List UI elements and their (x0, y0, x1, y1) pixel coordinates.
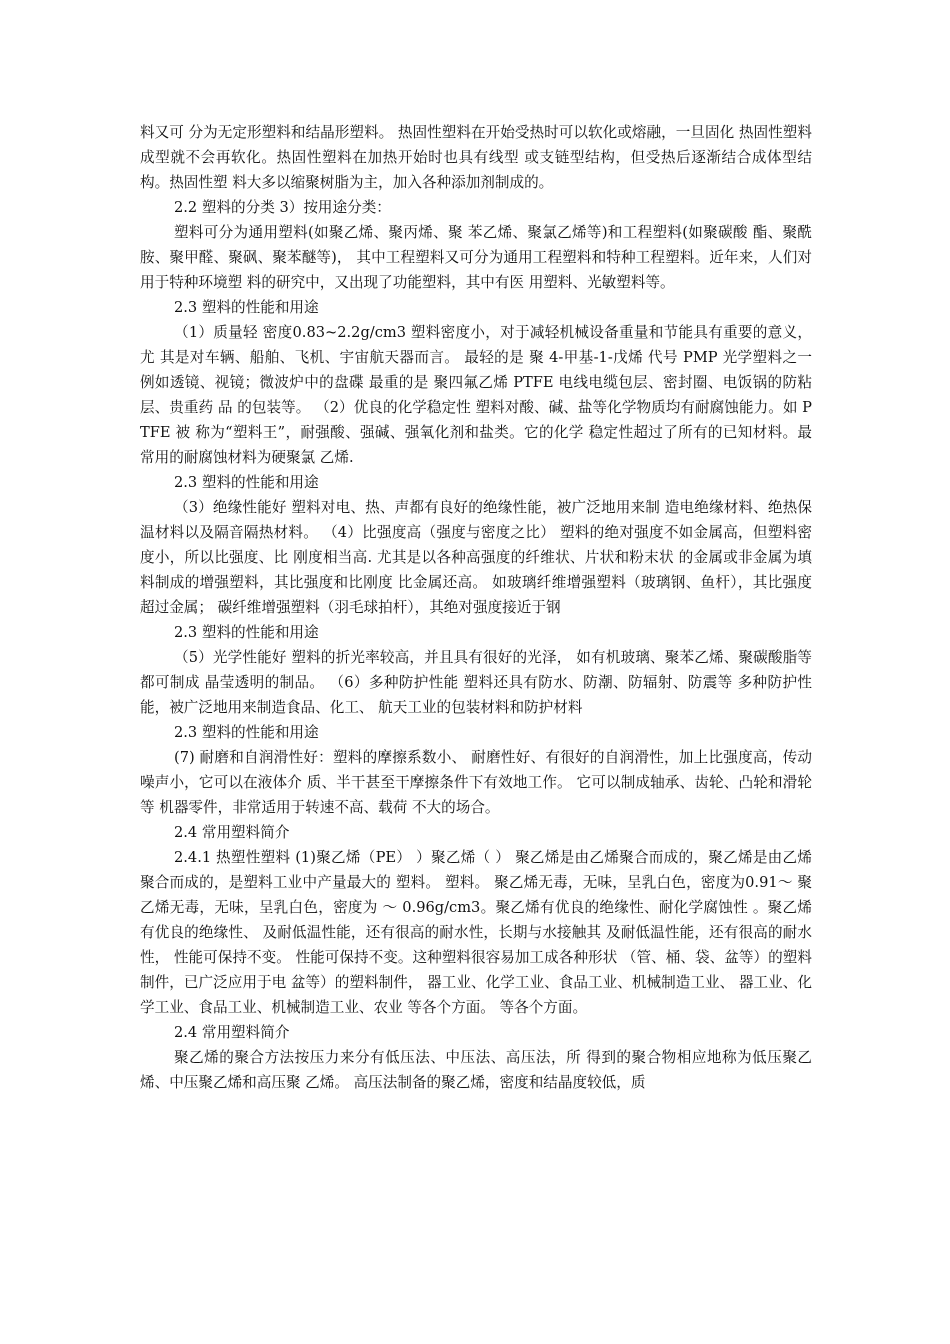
paragraph-wear-lubrication: (7) 耐磨和自润滑性好：塑料的摩擦系数小、 耐磨性好、有很好的自润滑性，加上比强度高，传动噪声小，它可以在液体介 质、半干甚至干摩擦条件下有效地工作。 它可以制成轴承、齿轮、凸轮和滑轮等 机器零件，非常适用于转速不高、载荷 不大的场合。 (140, 749, 812, 816)
paragraph-optical-protection: （5）光学性能好 塑料的折光率较高，并且具有很好的光泽， 如有机玻璃、聚苯乙烯、聚碳酸脂等都可制成 晶莹透明的制品。 （6）多种防护性能 塑料还具有防水、防潮、防辐射、防震等 多种防护性能，被广泛地用来制造食品、化工、 航天工业的包装材料和防护材料 (140, 649, 812, 716)
section-heading-common-plastics-2: 2.4 常用塑料简介 (174, 1024, 290, 1041)
section-heading-properties-1: 2.3 塑料的性能和用途 (174, 299, 319, 316)
section-heading-classification: 2.2 塑料的分类 3）按用途分类： (174, 199, 391, 216)
document-body (140, 120, 812, 1095)
section-heading-properties-2: 2.3 塑料的性能和用途 (174, 474, 319, 491)
paragraph-classification-use: 塑料可分为通用塑料(如聚乙烯、聚丙烯、聚 苯乙烯、聚氯乙烯等)和工程塑料(如聚碳酸 酯、聚酰胺、聚甲醛、聚砜、聚苯醚等)， 其中工程塑料又可分为通用工程塑料和特种工程塑料。近年来，人们对用于特种环境塑 料的研究中，又出现了功能塑料，其中有医 用塑料、光敏塑料等。 (140, 224, 812, 291)
paragraph-lightweight-chemical: （1）质量轻 密度0.83~2.2g/cm3 塑料密度小，对于减轻机械设备重量和节能具有重要的意义，尤 其是对车辆、船舶、飞机、宇宙航天器而言。 最轻的是 聚 4-甲基-1-戊烯 代号 PMP 光学塑料之一 例如透镜、视镜；微波炉中的盘碟 最重的是 聚四氟乙烯 PTFE 电线电缆包层、密封圈、电饭锅的防粘层、贵重药 品 的包装等。 （2）优良的化学稳定性 塑料对酸、碱、盐等化学物质均有耐腐蚀能力。如 PTFE 被 称为“塑料王”，耐强酸、强碱、强氧化剂和盐类。它的化学 稳定性超过了所有的已知材料。最常用的耐腐蚀材料为硬聚氯 乙烯. (140, 324, 812, 466)
paragraph-insulation-strength: （3）绝缘性能好 塑料对电、热、声都有良好的绝缘性能，被广泛地用来制 造电绝缘材料、绝热保温材料以及隔音隔热材料。 （4）比强度高（强度与密度之比） 塑料的绝对强度不如金属高，但塑料密度小，所以比强度、比 刚度相当高. 尤其是以各种高强度的纤维状、片状和粉末状 的金属或非金属为填料制成的增强塑料，其比强度和比刚度 比金属还高。 如玻璃纤维增强塑料（玻璃钢、鱼杆），其比强度超过金属； 碳纤维增强塑料（羽毛球拍杆），其绝对强度接近于钢 (140, 499, 812, 616)
section-heading-common-plastics-1: 2.4 常用塑料简介 (174, 824, 290, 841)
paragraph-polymerization-methods: 聚乙烯的聚合方法按压力来分有低压法、中压法、高压法，所 得到的聚合物相应地称为低压聚乙烯、中压聚乙烯和高压聚 乙烯。 高压法制备的聚乙烯，密度和结晶度较低，质 (140, 1049, 812, 1091)
paragraph-polyethylene: 2.4.1 热塑性塑料 (1)聚乙烯（PE） ）聚乙烯（ ） 聚乙烯是由乙烯聚合而成的，聚乙烯是由乙烯聚合而成的，是塑料工业中产量最大的 塑料。 塑料。 聚乙烯无毒，无味，呈乳白色，密度为0.91～ 聚乙烯无毒，无味，呈乳白色，密度为 ～ 0.96g/cm3。聚乙烯有优良的绝缘性、耐化学腐蚀性 。聚乙烯有优良的绝缘性、 及耐低温性能，还有很高的耐水性，长期与水接触其 及耐低温性能，还有很高的耐水性， 性能可保持不变。 性能可保持不变。这种塑料很容易加工成各种形状 （管、桶、袋、盆等）的塑料制件，已广泛应用于电 盆等）的塑料制件， 器工业、化学工业、食品工业、机械制造工业、 器工业、化学工业、食品工业、机械制造工业、农业 等各个方面。 等各个方面。 (140, 849, 812, 1016)
section-heading-properties-3: 2.3 塑料的性能和用途 (174, 624, 319, 641)
paragraph-thermoset-intro: 料又可 分为无定形塑料和结晶形塑料。 热固性塑料在开始受热时可以软化或熔融，一旦固化 热固性塑料 成型就不会再软化。热固性塑料在加热开始时也具有线型 或支链型结构，但受热后逐渐结合成体型结构。热固性塑 料大多以缩聚树脂为主，加入各种添加剂制成的。 (140, 124, 812, 191)
section-heading-properties-4: 2.3 塑料的性能和用途 (174, 724, 319, 741)
